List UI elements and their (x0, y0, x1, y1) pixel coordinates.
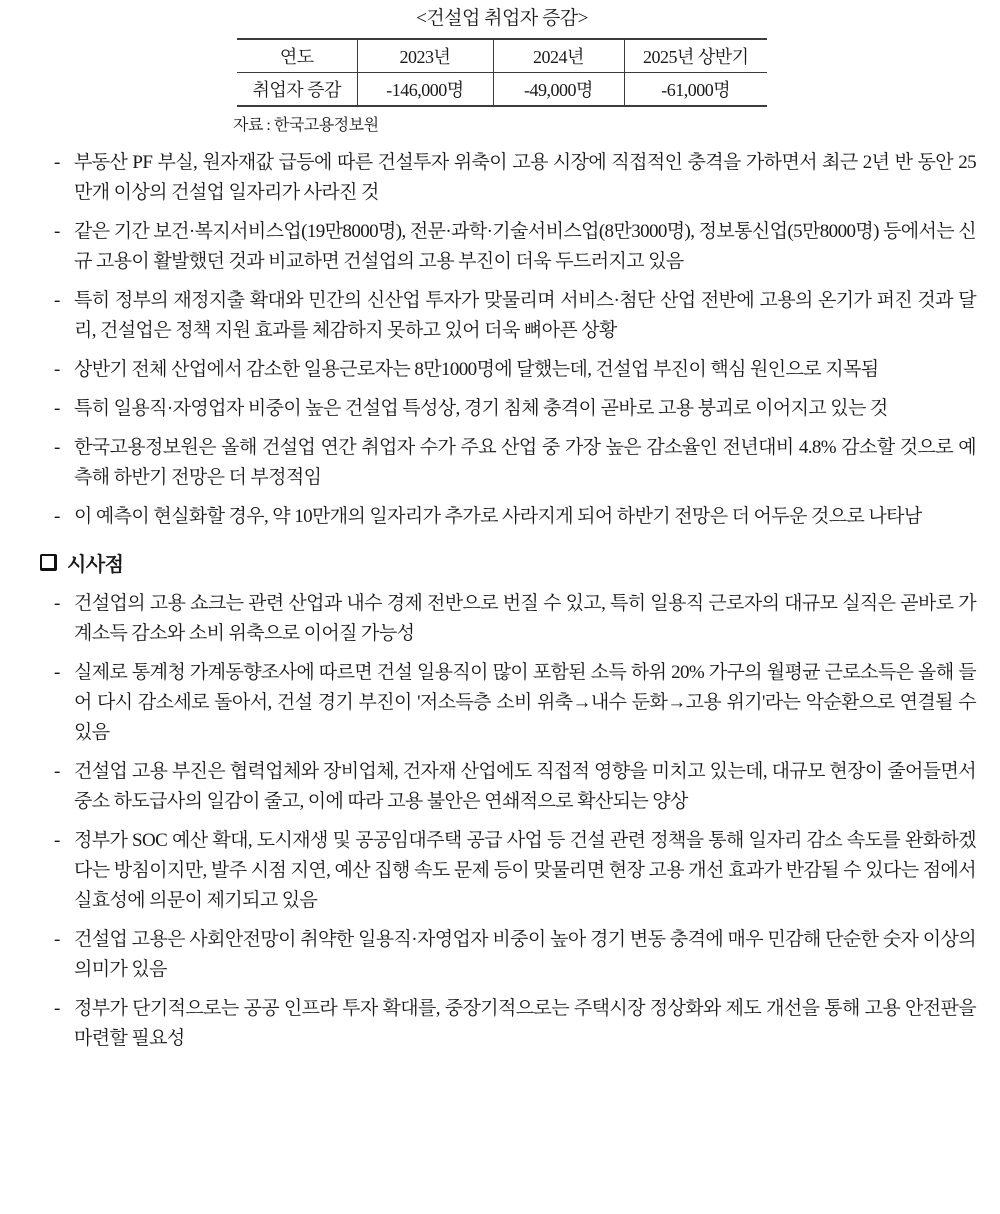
dash-bullet-icon: - (54, 506, 61, 527)
implications-heading-label: 시사점 (67, 554, 124, 576)
bullet-text: 특히 일용직·자영업자 비중이 높은 건설업 특성상, 경기 침체 충격이 곧바로 고용 붕괴로 이어지고 있는 것 (74, 398, 888, 419)
table-header-2024: 2024년 (493, 39, 624, 73)
list-item (54, 826, 976, 916)
dash-bullet-icon: - (54, 998, 61, 1019)
table-row-label: 취업자 증감 (252, 80, 341, 100)
dash-bullet-icon: - (54, 761, 61, 782)
main-bullet-list (40, 148, 976, 532)
list-item (54, 433, 976, 493)
dash-bullet-icon: - (54, 359, 61, 380)
list-item (54, 757, 976, 817)
dash-bullet-icon: - (54, 929, 61, 950)
bullet-text: 부동산 PF 부실, 원자재값 급등에 따른 건설투자 위축이 고용 시장에 직접적인 충격을 가하면서 최근 2년 반 동안 25만개 이상의 건설업 일자리가 사라진 것 (74, 152, 976, 203)
dash-bullet-icon: - (54, 662, 61, 683)
implications-bullet-list (40, 589, 976, 1054)
implications-heading (40, 548, 976, 577)
bullet-text: 이 예측이 현실화할 경우, 약 10만개의 일자리가 추가로 사라지게 되어 하반기 전망은 더 어두운 것으로 나타남 (74, 506, 922, 527)
bullet-text: 상반기 전체 산업에서 감소한 일용근로자는 8만1000명에 달했는데, 건설업 부진이 핵심 원인으로 지목됨 (74, 359, 879, 380)
dash-bullet-icon: - (54, 437, 61, 458)
list-item (54, 148, 976, 208)
table-header-2025h1: 2025년 상반기 (624, 39, 767, 73)
list-item (54, 994, 976, 1054)
table-source-note: 자료 : 한국고용정보원 (233, 117, 379, 134)
bullet-text: 특히 정부의 재정지출 확대와 민간의 신산업 투자가 맞물리며 서비스·첨단 산업 전반에 고용의 온기가 퍼진 것과 달리, 건설업은 정책 지원 효과를 체감하지 못하고 있어 더욱 뼈아픈 상황 (74, 290, 976, 341)
table-row (237, 73, 767, 107)
table-cell-2024: -49,000명 (493, 73, 624, 107)
list-item (54, 589, 976, 649)
table-header-2023: 2023년 (357, 39, 493, 73)
table-title: <건설업 취업자 증감> (416, 8, 588, 29)
bullet-text: 한국고용정보원은 올해 건설업 연간 취업자 수가 주요 산업 중 가장 높은 감소율인 전년대비 4.8% 감소할 것으로 예측해 하반기 전망은 더 부정적임 (74, 437, 976, 488)
list-item (54, 217, 976, 277)
bullet-text: 같은 기간 보건·복지서비스업(19만8000명), 전문·과학·기술서비스업(8만3000명), 정보통신업(5만8000명) 등에서는 신규 고용이 활발했던 것과 비교하면 건설업의 고용 부진이 더욱 두드러지고 있음 (74, 221, 976, 272)
bullet-text: 정부가 SOC 예산 확대, 도시재생 및 공공임대주택 공급 사업 등 건설 관련 정책을 통해 일자리 감소 속도를 완화하겠다는 방침이지만, 발주 시점 지연, 예산 집행 속도 문제 등이 맞물리면 현장 고용 개선 효과가 반감될 수 있다는 점에서 실효성에 의문이 제기되고 있음 (74, 830, 976, 911)
list-item (54, 394, 976, 424)
list-item (54, 355, 976, 385)
bullet-text: 건설업 고용 부진은 협력업체와 장비업체, 건자재 산업에도 직접적 영향을 미치고 있는데, 대규모 현장이 줄어들면서 중소 하도급사의 일감이 줄고, 이에 따라 고용 불안은 연쇄적으로 확산되는 양상 (74, 761, 976, 812)
table-cell-2025h1: -61,000명 (624, 73, 767, 107)
square-bullet-icon (40, 554, 57, 571)
dash-bullet-icon: - (54, 290, 61, 311)
dash-bullet-icon: - (54, 398, 61, 419)
bullet-text: 실제로 통계청 가계동향조사에 따르면 건설 일용직이 많이 포함된 소득 하위 20% 가구의 월평균 근로소득은 올해 들어 다시 감소세로 돌아서, 건설 경기 부진이 '저소득층 소비 위축→내수 둔화→고용 위기'라는 악순환으로 연결될 수 있음 (74, 662, 976, 743)
list-item (54, 925, 976, 985)
employment-table-block (233, 6, 767, 135)
employment-change-table (237, 38, 767, 107)
list-item (54, 286, 976, 346)
bullet-text: 건설업 고용은 사회안전망이 취약한 일용직·자영업자 비중이 높아 경기 변동 충격에 매우 민감해 단순한 숫자 이상의 의미가 있음 (74, 929, 976, 980)
table-cell-2023: -146,000명 (357, 73, 493, 107)
dash-bullet-icon: - (54, 593, 61, 614)
table-header-row (237, 39, 767, 73)
dash-bullet-icon: - (54, 221, 61, 242)
list-item (54, 658, 976, 748)
bullet-text: 정부가 단기적으로는 공공 인프라 투자 확대를, 중장기적으로는 주택시장 정상화와 제도 개선을 통해 고용 안전판을 마련할 필요성 (74, 998, 976, 1049)
bullet-text: 건설업의 고용 쇼크는 관련 산업과 내수 경제 전반으로 번질 수 있고, 특히 일용직 근로자의 대규모 실직은 곧바로 가계소득 감소와 소비 위축으로 이어질 가능성 (74, 593, 976, 644)
table-header-year: 연도 (237, 39, 357, 73)
dash-bullet-icon: - (54, 152, 61, 173)
list-item (54, 502, 976, 532)
dash-bullet-icon: - (54, 830, 61, 851)
